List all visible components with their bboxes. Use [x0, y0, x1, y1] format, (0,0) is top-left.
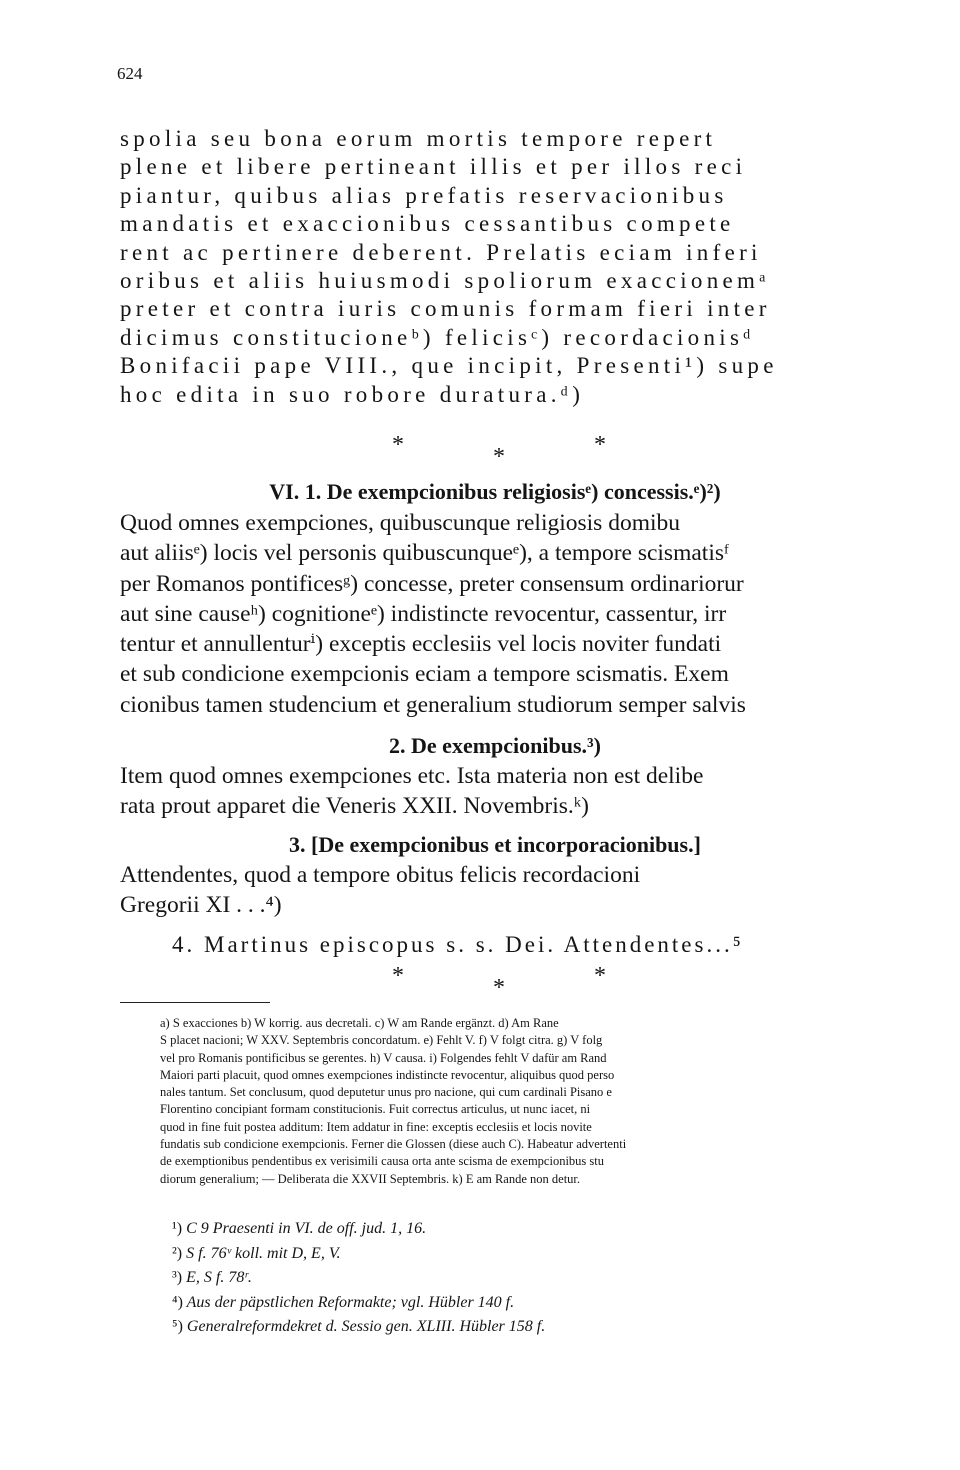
apparatus-line: quod in fine fuit postea additum: Item addatur in fine: exceptis ecclesiis et locis novite: [160, 1119, 592, 1134]
text-line: hoc edita in suo robore duratura.ᵈ): [120, 381, 585, 407]
text-line: rata prout apparet die Veneris XXII. Novembris.ᵏ): [120, 793, 589, 820]
text-line: Attendentes, quod a tempore obitus felicis recordacioni: [120, 862, 641, 888]
text-line: Quod omnes exempciones, quibuscunque religiosis domibu: [120, 510, 681, 536]
apparatus-line: Florentino concipiant formam constitucionis. Fuit correctus articulus, ut nunc iacet, ni: [160, 1102, 591, 1117]
apparatus-line: nales tantum. Set conclusum, quod deputetur unus pro nacione, qui cum cardinali Pisano e: [160, 1085, 612, 1100]
text-line: Bonifacii pape VIII., que incipit, Presenti¹) supe: [120, 353, 778, 379]
footnote: ²) S f. 76ᵛ koll. mit D, E, V.: [172, 1244, 341, 1262]
footnote-rule: [120, 1002, 270, 1003]
text-line: Gregorii XI . . .⁴): [120, 892, 282, 919]
asterisk: *: [594, 963, 606, 989]
section-4-text: [172, 931, 872, 959]
text-line: piantur, quibus alias prefatis reservacionibus: [120, 182, 728, 208]
section-heading: 3. [De exempcionibus et incorporacionibus.]: [289, 832, 701, 857]
asterisk: *: [493, 444, 505, 470]
asterisk: *: [493, 975, 505, 1001]
top-text-block: [120, 125, 870, 409]
text-line: et sub condicione exempcionis eciam a tempore scismatis. Exem: [120, 661, 729, 688]
apparatus-line: fundatis sub condicione exempcionis. Ferner die Glossen (diese auch C). Habeatur advertenti: [160, 1137, 627, 1152]
section-heading: 2. De exempcionibus.³): [389, 733, 601, 758]
section-2-text: [120, 761, 870, 822]
critical-apparatus: [160, 1015, 870, 1188]
footnotes: [172, 1217, 872, 1340]
apparatus-line: S placet nacioni; W XXV. Septembris concordatum. e) Fehlt V. f) V folgt citra. g) V folg: [160, 1033, 603, 1048]
text-line: preter et contra iuris comunis formam fieri inter: [120, 296, 771, 322]
text-line: oribus et aliis huiusmodi spoliorum exaccionemᵃ: [120, 268, 770, 294]
text-line: mandatis et exaccionibus cessantibus compete: [120, 211, 735, 237]
text-line: spolia seu bona eorum mortis tempore repert: [120, 126, 717, 151]
section-vi-text: [120, 508, 870, 720]
text-line: aut sine causeʰ) cognitioneᵉ) indistincte revocentur, cassentur, irr: [120, 600, 727, 627]
apparatus-line: a) S exacciones b) W korrig. aus decretali. c) W am Rande ergänzt. d) Am Rane: [160, 1016, 559, 1030]
asterisk: *: [392, 432, 404, 458]
apparatus-line: vel pro Romanis pontificibus se gerentes. h) V causa. i) Folgendes fehlt V dafür am Rand: [160, 1050, 607, 1065]
text-line: cionibus tamen studencium et generalium studiorum semper salvis: [120, 691, 746, 718]
text-line: plene et libere pertineant illis et per illos reci: [120, 154, 747, 180]
section-heading: VI. 1. De exempcionibus religiosisᵉ) concessis.ᵉ)²): [269, 479, 721, 504]
page-number: 624: [117, 64, 143, 83]
apparatus-line: diorum generalium; — Deliberata die XXVII Septembris. k) E am Rande non detur.: [160, 1171, 581, 1186]
footnote: ¹) C 9 Praesenti in VI. de off. jud. 1, 16.: [172, 1220, 427, 1237]
text-line: dicimus constitucioneᵇ) felicisᶜ) recordacionisᵈ: [120, 324, 755, 350]
text-line: rent ac pertinere deberent. Prelatis eciam inferi: [120, 239, 762, 265]
section-3-text: [120, 860, 870, 921]
apparatus-line: Maiori parti placuit, quod omnes exempciones indistincte revocentur, aliquibus quod perso: [160, 1067, 615, 1082]
text-line: Item quod omnes exempciones etc. Ista materia non est delibe: [120, 763, 704, 789]
asterisk: *: [594, 432, 606, 458]
apparatus-line: de exemptionibus pendentibus ex verisimili causa orta ante scisma de exempcionibus stu: [160, 1154, 604, 1169]
text-line: aut aliisᵉ) locis vel personis quibuscunqueᵉ), a tempore scismatisᶠ: [120, 540, 729, 567]
text-line: tentur et annullenturⁱ) exceptis ecclesiis vel locis noviter fundati: [120, 631, 722, 658]
text-line: per Romanos pontificesᵍ) concesse, preter consensum ordinariorur: [120, 570, 744, 597]
footnote: ⁵) Generalreformdekret d. Sessio gen. XLIII. Hübler 158 f.: [172, 1318, 546, 1335]
asterisk: *: [392, 963, 404, 989]
text-line: 4. Martinus episcopus s. s. Dei. Attendentes...⁵: [172, 932, 744, 957]
footnote: ³) E, S f. 78ʳ.: [172, 1269, 252, 1286]
footnote: ⁴) Aus der päpstlichen Reformakte; vgl. Hübler 140 f.: [172, 1293, 515, 1311]
